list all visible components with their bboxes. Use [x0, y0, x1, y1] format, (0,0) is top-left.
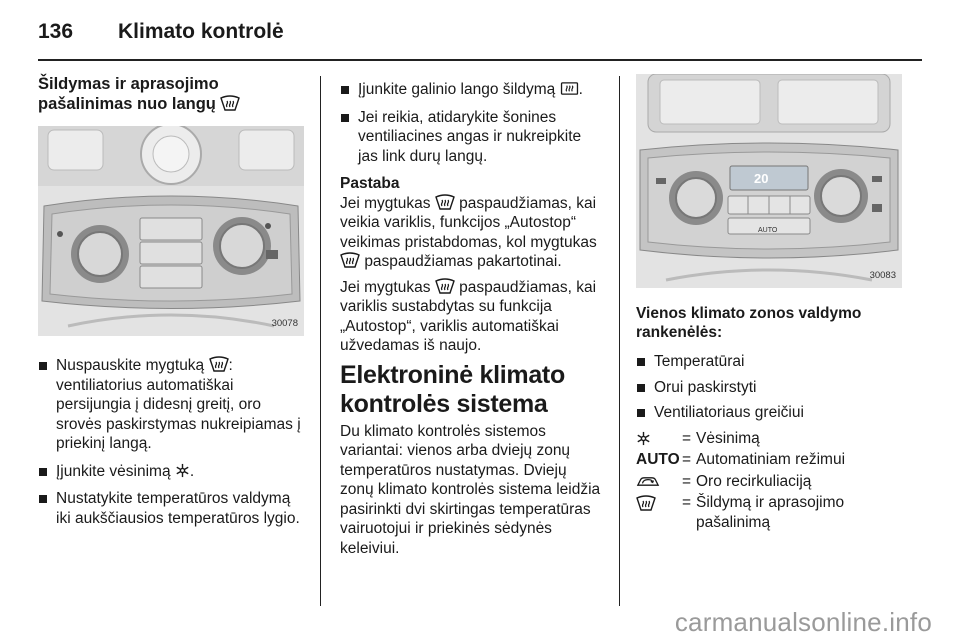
legend-symbol — [636, 493, 682, 532]
controls-subheading: Vienos klimato zonos valdymo rankenėlės: — [636, 305, 862, 341]
windscreen-defrost-icon — [435, 194, 455, 210]
list-item: Orui paskirstyti — [636, 378, 902, 398]
snowflake-icon — [636, 431, 651, 446]
page-header — [38, 16, 284, 48]
column-2 — [340, 74, 602, 558]
column-1 — [38, 74, 304, 536]
legend-equals: = — [682, 429, 692, 447]
note-paragraph-1: Jei mygtukas paspaudžiamas, kai veikia variklis, funkcijos „Autostop“ veikimas pristabdomas, kol mygtukas paspaudžiamas pakartotinai. — [340, 194, 597, 270]
legend-text: Vėsinimą — [696, 429, 760, 447]
column-divider-1 — [320, 76, 321, 606]
note-block — [340, 174, 602, 356]
section-body: Du klimato kontrolės sistemos variantai: vienos arba dviejų zonų temperatūros nustatymas. Dviejų zonų klimato kontrolės sistema leidžia pasirinkti dvi skirtingas temperatūras vairuotojui ir priekinės sėdynės keleiviui. — [340, 422, 601, 557]
list-item: Temperatūrai — [636, 352, 902, 372]
windscreen-defrost-icon — [209, 356, 229, 372]
page-number: 136 — [38, 20, 74, 43]
figure-climate-panel-2 — [636, 74, 902, 288]
section-heading-electronic-climate: Elektroninė klimato kontrolės sistema — [340, 360, 565, 418]
climate-panel-illustration — [38, 126, 304, 336]
header-rule — [38, 59, 922, 61]
windscreen-defrost-icon — [340, 252, 360, 268]
defrost-steps-list — [38, 356, 304, 528]
rear-window-heating-icon — [560, 81, 579, 96]
list-item: Nuspauskite mygtuką : ventiliatorius automatiškai persijungia į didesnį greitį, oro srovės paskirstymas nukreipiamas į priekinį langą. — [38, 356, 304, 454]
snowflake-icon — [175, 463, 190, 478]
column-divider-2 — [619, 76, 620, 606]
legend-symbol-auto: AUTO — [636, 451, 680, 468]
chapter-title: Klimato kontrolė — [118, 20, 284, 43]
note-paragraph-2: Jei mygtukas paspaudžiamas, kai variklis sustabdytas su funkcija „Autostop“, variklis automatiškai užvedamas iš naujo. — [340, 278, 597, 354]
figure-code: 30083 — [869, 269, 896, 281]
recirculation-icon — [636, 474, 660, 489]
figure-code: 30078 — [271, 317, 298, 329]
legend-text: Šildymą ir aprasojimo pašalinimą — [696, 494, 845, 531]
legend-row-recirculation — [636, 472, 902, 492]
windscreen-defrost-icon — [220, 95, 240, 111]
controls-list — [636, 352, 902, 423]
list-item: Įjunkite vėsinimą . — [38, 462, 304, 482]
section-heading-defrost: Šildymas ir aprasojimo pašalinimas nuo langų — [38, 74, 304, 114]
symbol-legend — [636, 429, 902, 533]
legend-row-cooling — [636, 429, 902, 449]
legend-equals: = — [682, 472, 692, 490]
figure-climate-panel-1 — [38, 126, 304, 336]
windscreen-defrost-icon — [636, 495, 656, 511]
figure-auto-label: AUTO — [758, 227, 778, 234]
legend-row-defrost — [636, 493, 902, 532]
list-item: Ventiliatoriaus greičiui — [636, 403, 902, 423]
legend-symbol — [636, 472, 682, 492]
legend-equals: = — [682, 451, 692, 468]
watermark: carmanualsonline.info — [674, 607, 932, 637]
legend-row-auto — [636, 450, 902, 470]
column-3 — [636, 74, 902, 534]
list-item: Įjunkite galinio lango šildymą . — [340, 80, 602, 100]
note-title: Pastaba — [340, 175, 400, 192]
legend-symbol — [636, 429, 682, 449]
windscreen-defrost-icon — [435, 278, 455, 294]
figure-temperature-display: 20 — [754, 171, 769, 186]
climate-panel-illustration — [636, 74, 902, 288]
legend-text: Oro recirkuliaciją — [696, 472, 812, 490]
legend-text: Automatiniam režimui — [696, 451, 846, 468]
list-item: Jei reikia, atidarykite šonines ventiliacines angas ir nukreipkite jas link durų langų. — [340, 108, 602, 167]
additional-steps-list — [340, 80, 602, 166]
legend-equals: = — [682, 494, 692, 511]
list-item: Nustatykite temperatūros valdymą iki aukščiausios temperatūros lygio. — [38, 489, 304, 528]
